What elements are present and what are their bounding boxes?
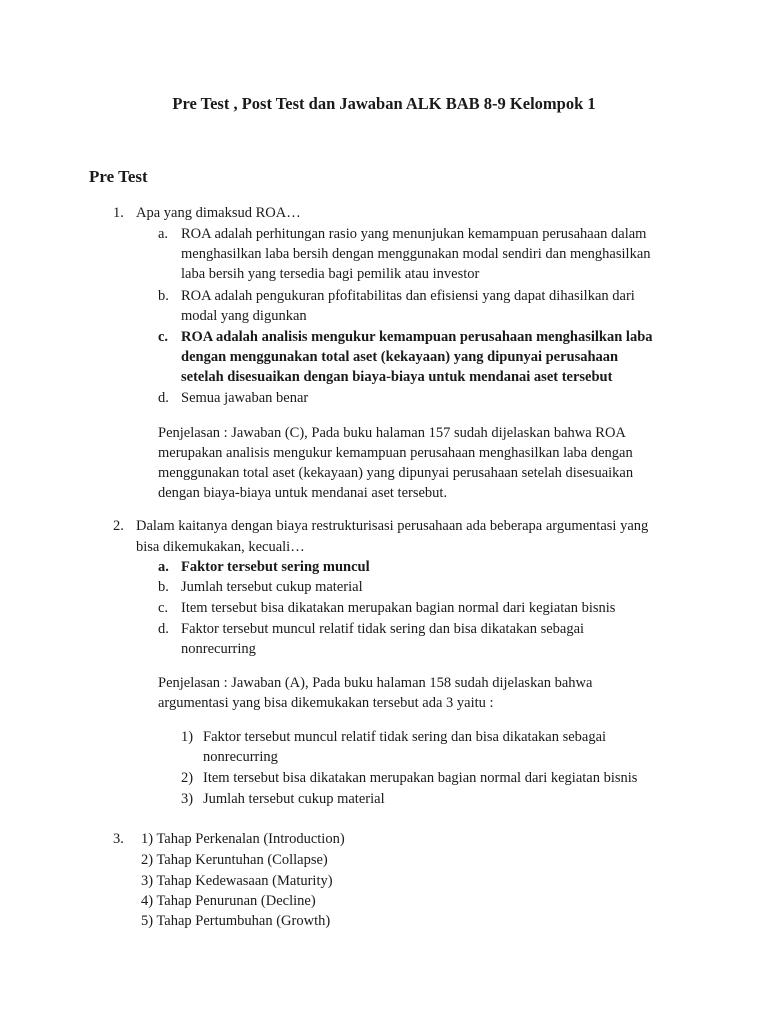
question-number: 3. <box>113 831 124 847</box>
correct-option-text: Faktor tersebut sering muncul <box>181 559 370 575</box>
question-text: bisa dikemukakan, kecuali… <box>136 539 305 555</box>
option-text: laba bersih yang tersedia bagi pemilik atau investor <box>181 266 480 282</box>
explanation-text: argumentasi yang bisa dikemukakan tersebut ada 3 yaitu : <box>158 695 494 711</box>
option-text: menghasilkan laba bersih dengan menggunakan modal sendiri dan menghasilkan <box>181 246 651 262</box>
question-text: Dalam kaitanya dengan biaya restrukturisasi perusahaan ada beberapa argumentasi yang <box>136 518 649 534</box>
reason-text: Item tersebut bisa dikatakan merupakan bagian normal dari kegiatan bisnis <box>203 770 638 786</box>
explanation-text: merupakan analisis mengukur kemampuan perusahaan menghasilkan laba dengan <box>158 445 633 461</box>
option-text: ROA adalah perhitungan rasio yang menunjukan kemampuan perusahaan dalam <box>181 226 647 242</box>
option-text: Jumlah tersebut cukup material <box>181 579 363 595</box>
explanation-text: dengan biaya-biaya untuk mendanai aset tersebut. <box>158 485 448 501</box>
correct-option-text: dengan menggunakan total aset (kekayaan) yang dipunyai perusahaan <box>181 349 619 365</box>
option-label: d. <box>158 390 169 406</box>
stage-item: 1) Tahap Perkenalan (Introduction) <box>141 831 345 847</box>
stage-item: 3) Tahap Kedewasaan (Maturity) <box>141 873 333 889</box>
correct-option-text: setelah disesuaikan dengan biaya-biaya untuk mendanai aset tersebut <box>181 369 613 385</box>
option-text: nonrecurring <box>181 641 256 657</box>
question-text: Apa yang dimaksud ROA… <box>136 205 301 221</box>
correct-option-label: a. <box>158 559 169 575</box>
section-heading: Pre Test <box>89 167 148 186</box>
stage-item: 4) Tahap Penurunan (Decline) <box>141 893 316 909</box>
option-label: b. <box>158 288 169 304</box>
option-label: b. <box>158 579 169 595</box>
reason-text: Faktor tersebut muncul relatif tidak sering dan bisa dikatakan sebagai <box>203 729 607 745</box>
question-number: 1. <box>113 205 124 221</box>
reason-text: nonrecurring <box>203 749 278 765</box>
stage-item: 5) Tahap Pertumbuhan (Growth) <box>141 913 331 929</box>
option-label: c. <box>158 600 169 616</box>
explanation-text: Penjelasan : Jawaban (A), Pada buku halaman 158 sudah dijelaskan bahwa <box>158 675 593 691</box>
correct-option-text: ROA adalah analisis mengukur kemampuan perusahaan menghasilkan laba <box>181 329 653 345</box>
option-text: Faktor tersebut muncul relatif tidak sering dan bisa dikatakan sebagai <box>181 621 585 637</box>
question-number: 2. <box>113 518 124 534</box>
document-title: Pre Test , Post Test dan Jawaban ALK BAB 8-9 Kelompok 1 <box>172 94 596 113</box>
option-label: a. <box>158 226 169 242</box>
option-text: Semua jawaban benar <box>181 390 309 406</box>
option-label: d. <box>158 621 169 637</box>
option-text: Item tersebut bisa dikatakan merupakan bagian normal dari kegiatan bisnis <box>181 600 616 616</box>
reason-number: 2) <box>181 770 194 786</box>
reason-number: 1) <box>181 729 194 745</box>
option-text: modal yang digunkan <box>181 308 307 324</box>
explanation-text: menggunakan total aset (kekayaan) yang dipunyai perusahaan setelah disesuaikan <box>158 465 634 481</box>
stage-item: 2) Tahap Keruntuhan (Collapse) <box>141 852 328 868</box>
reason-text: Jumlah tersebut cukup material <box>203 791 385 807</box>
reason-number: 3) <box>181 791 194 807</box>
option-text: ROA adalah pengukuran pfofitabilitas dan efisiensi yang dapat dihasilkan dari <box>181 288 635 304</box>
explanation-text: Penjelasan : Jawaban (C), Pada buku halaman 157 sudah dijelaskan bahwa ROA <box>158 425 626 441</box>
correct-option-label: c. <box>158 329 169 345</box>
